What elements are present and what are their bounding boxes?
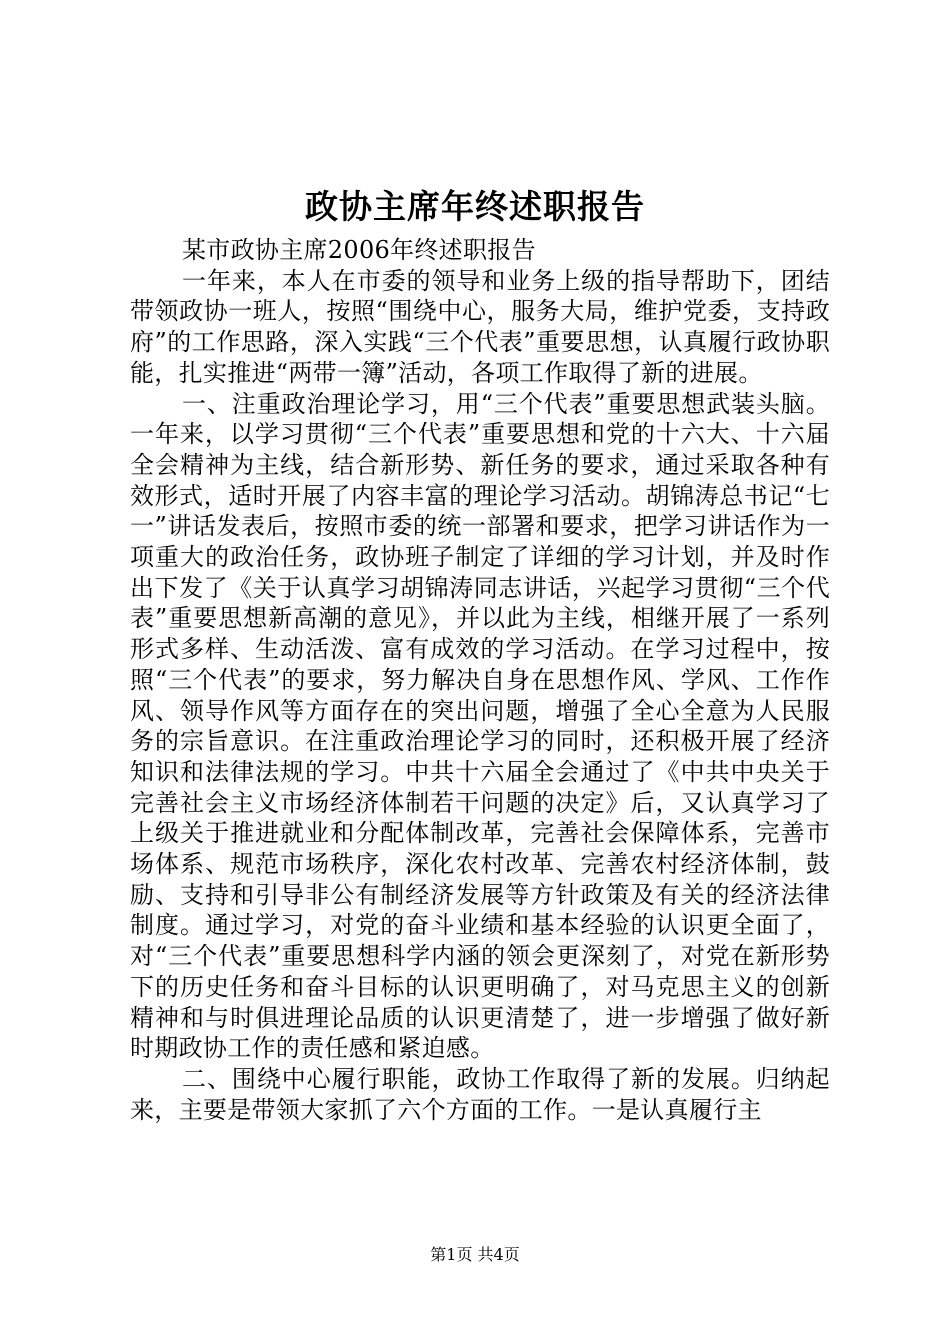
document-title: 政协主席年终述职报告	[305, 187, 645, 226]
paragraph-section-two: 二、围绕中心履行职能，政协工作取得了新的发展。归纳起来，主要是带领大家抓了六个方面的工作。一是认真履行主	[130, 1064, 830, 1124]
document-body	[130, 235, 830, 1125]
paragraph-intro: 一年来，本人在市委的领导和业务上级的指导帮助下，团结带领政协一班人，按照“围绕中心，服务大局，维护党委，支持政府”的工作思路，深入实践“三个代表”重要思想，认真履行政协职能，扎实推进“两带一簿”活动，各项工作取得了新的进展。	[130, 266, 830, 387]
page-footer: 第1页 共4页	[430, 1245, 520, 1264]
paragraph-section-one: 一、注重政治理论学习，用“三个代表”重要思想武装头脑。一年来，以学习贯彻“三个代表”重要思想和党的十六大、十六届全会精神为主线，结合新形势、新任务的要求，通过采取各种有效形式，适时开展了内容丰富的理论学习活动。胡锦涛总书记“七一”讲话发表后，按照市委的统一部署和要求，把学习讲话作为一项重大的政治任务，政协班子制定了详细的学习计划，并及时作出下发了《关于认真学习胡锦涛同志讲话，兴起学习贯彻“三个代表”重要思想新高潮的意见》，并以此为主线，相继开展了一系列形式多样、生动活泼、富有成效的学习活动。在学习过程中，按照“三个代表”的要求，努力解决自身在思想作风、学风、工作作风、领导作风等方面存在的突出问题，增强了全心全意为人民服务的宗旨意识。在注重政治理论学习的同时，还积极开展了经济知识和法律法规的学习。中共十六届全会通过了《中共中央关于完善社会主义市场经济体制若干问题的决定》后，又认真学习了上级关于推进就业和分配体制改革，完善社会保障体系，完善市场体系、规范市场秩序，深化农村改革、完善农村经济体制，鼓励、支持和引导非公有制经济发展等方针政策及有关的经济法律制度。通过学习，对党的奋斗业绩和基本经验的认识更全面了，对“三个代表”重要思想科学内涵的领会更深刻了，对党在新形势下的历史任务和奋斗目标的认识更明确了，对马克思主义的创新精神和与时俱进理论品质的认识更清楚了，进一步增强了做好新时期政协工作的责任感和紧迫感。	[130, 389, 830, 1063]
paragraph-subtitle: 某市政协主席2006年终述职报告	[182, 236, 536, 264]
